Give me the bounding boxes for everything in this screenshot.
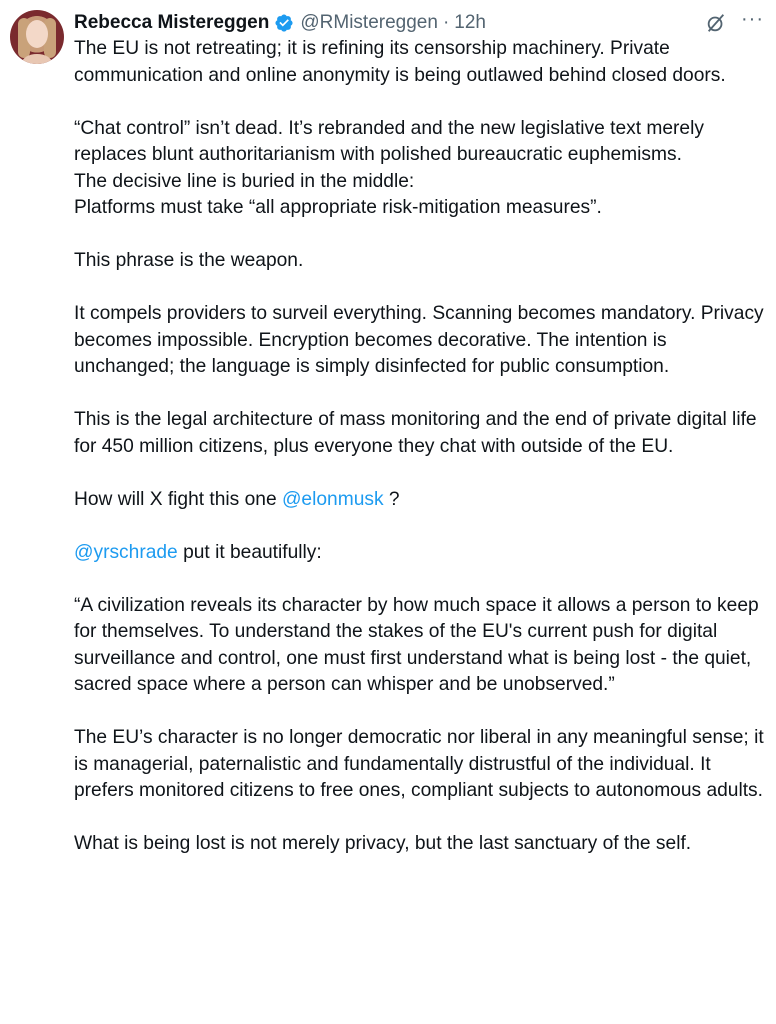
paragraph-2-line-3: Platforms must take “all appropriate risk-mitigation measures”. (74, 197, 602, 218)
paragraph-2-line-2: The decisive line is buried in the middle: (74, 170, 415, 192)
separator-dot: · (442, 12, 450, 33)
mention-yrschrade[interactable]: @yrschrade (74, 541, 178, 563)
avatar[interactable] (10, 10, 64, 64)
author-handle[interactable]: @RMistereggen (300, 12, 438, 33)
paragraph-4: It compels providers to surveil everything. Scanning becomes mandatory. Privacy becomes impossible. Encryption becomes decorative. The intention is unchanged; the language is simply disinfected for public consumption. (74, 303, 764, 377)
paragraph-8-quote: “A civilization reveals its character by how much space it allows a person to keep for themselves. To understand the stakes of the EU's current push for digital surveillance and control, one must first understand what is being lost - the quiet, sacred space where a person can whisper and be unobserved.” (74, 594, 759, 695)
paragraph-6-text: How will X fight this one (74, 488, 282, 510)
paragraph-3: This phrase is the weapon. (74, 250, 304, 271)
timestamp[interactable]: 12h (454, 12, 486, 33)
tweet-header (74, 10, 764, 36)
paragraph-2 (74, 116, 764, 222)
paragraph-1: The EU is not retreating; it is refining its censorship machinery. Private communication and online anonymity is being outlawed behind closed doors. (74, 38, 726, 86)
verified-badge-icon[interactable] (274, 13, 294, 33)
paragraph-6 (74, 487, 764, 514)
paragraph-7-text: put it beautifully: (177, 541, 322, 563)
paragraph-9: The EU’s character is no longer democratic nor liberal in any meaningful sense; it is managerial, paternalistic and fundamentally distrustful of the individual. It prefers monitored citizens to free ones, compliant subjects to autonomous adults. (74, 727, 764, 801)
tweet-content (66, 10, 764, 1024)
more-options-icon[interactable]: ··· (741, 8, 764, 30)
author-name[interactable]: Rebecca Mistereggen (74, 12, 270, 33)
paragraph-6-end: ? (383, 488, 400, 510)
paragraph-2-line-1: “Chat control” isn’t dead. It’s rebranded and the new legislative text merely replaces blunt authoritarianism with polished bureaucratic euphemisms. (74, 117, 704, 165)
grok-icon[interactable] (705, 12, 727, 34)
paragraph-10: What is being lost is not merely privacy, but the last sanctuary of the self. (74, 833, 692, 854)
avatar-column (10, 10, 66, 1024)
tweet-text (74, 36, 764, 858)
mention-elonmusk[interactable]: @elonmusk (281, 488, 384, 510)
paragraph-7 (74, 540, 764, 567)
avatar-face (26, 20, 48, 48)
paragraph-5: This is the legal architecture of mass monitoring and the end of private digital life for 450 million citizens, plus everyone they chat with outside of the EU. (74, 409, 757, 457)
